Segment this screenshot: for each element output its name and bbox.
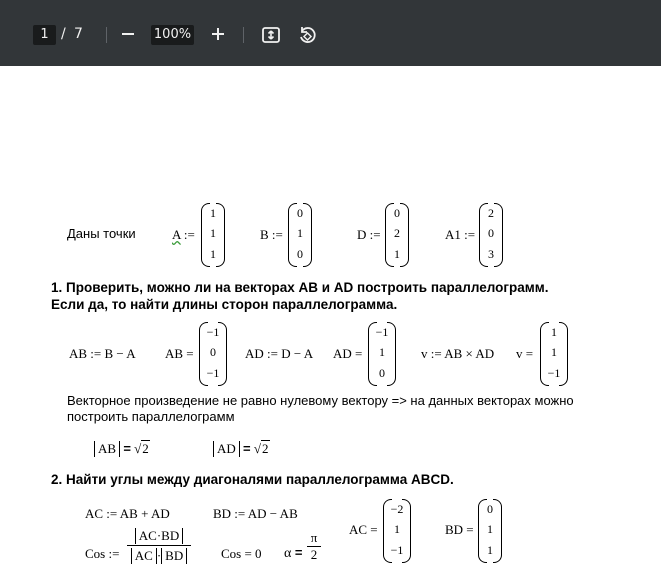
rotate-icon [297,25,317,45]
given-points-label: Даны точки [67,226,136,241]
point-b-matrix: 0 1 0 [288,203,312,265]
cos-numerator: AC·BD [135,528,183,544]
pdf-toolbar [0,0,661,66]
alpha-label: α [284,546,292,561]
point-a-assign: := [183,227,195,242]
ab-equals: AB = [165,346,194,361]
total-pages: 7 [74,26,83,42]
bd-equals: BD = [445,522,474,537]
alpha-fraction [307,530,321,563]
note-line1: Векторное произведение не равно нулевому вектору => на данных векторах можно [67,393,574,408]
length-ab-name: AB [94,441,120,457]
section2-heading: 2. Найти углы между диагоналями параллелограмма ABCD. [51,472,454,487]
ac-definition: AC := AB + AD [85,506,170,521]
ac-equals: AC = [349,522,378,537]
point-a1-matrix: 2 0 3 [479,203,503,265]
pdf-page [0,66,661,588]
cos-fraction: AC·BD AC · BD [127,528,191,564]
minus-icon [120,26,136,42]
rotate-button[interactable] [297,25,317,45]
point-a1-label: A1 := [445,227,476,242]
page-separator: / [61,26,66,42]
zoom-in-button[interactable] [210,26,226,42]
v-equals: v = [516,346,534,361]
alpha-result [284,545,302,562]
cos-denominator-ac: AC [131,548,157,564]
alpha-denominator: 2 [310,547,318,562]
v-definition: v := AB × AD [421,346,495,361]
ab-definition: AB := B − A [69,346,136,361]
toolbar-divider [243,27,244,43]
alpha-equals: = [294,545,303,560]
cos-value: Cos = 0 [221,546,262,561]
bd-matrix: 0 1 1 [478,499,502,561]
point-d-matrix: 0 2 1 [385,203,409,265]
page-number-input[interactable]: 1 [33,25,56,45]
ad-matrix: −1 1 0 [368,322,396,384]
plus-icon [210,26,226,42]
length-ad: AD = √2 [213,440,270,457]
fit-page-icon [261,25,281,45]
point-b-label: B := [260,227,283,242]
cos-definition-lhs: Cos := [85,546,120,561]
section1-heading-line2: Если да, то найти длины сторон параллелограмма. [51,297,398,312]
point-a-name: A [172,227,181,242]
section1-heading: 1. Проверить, можно ли на векторах AB и AD построить параллелограмм. [51,280,549,295]
cos-denominator-bd: BD [161,548,187,564]
v-matrix: 1 1 −1 [540,322,568,384]
length-ab-eq: = [123,441,131,456]
bd-definition: BD := AD − AB [213,506,298,521]
ad-definition: AD := D − A [245,346,314,361]
length-ad-name: AD [213,441,240,457]
zoom-level-input[interactable]: 100% [151,25,194,45]
length-ad-value: 2 [262,441,269,456]
zoom-out-button[interactable] [120,26,136,42]
note-line2: построить параллелограмм [67,409,235,424]
fit-page-button[interactable] [261,25,281,45]
point-d-label: D := [357,227,381,242]
point-a-label [172,227,195,243]
ab-matrix: −1 0 −1 [199,322,227,384]
point-a-matrix: 1 1 1 [201,203,225,265]
ac-matrix: −2 1 −1 [383,499,411,561]
alpha-numerator: π [307,530,321,547]
length-ab-value: 2 [142,441,149,456]
ad-equals: AD = [333,346,363,361]
length-ab: AB = √2 [94,440,150,457]
length-ad-eq: = [243,441,251,456]
toolbar-divider [106,27,107,43]
